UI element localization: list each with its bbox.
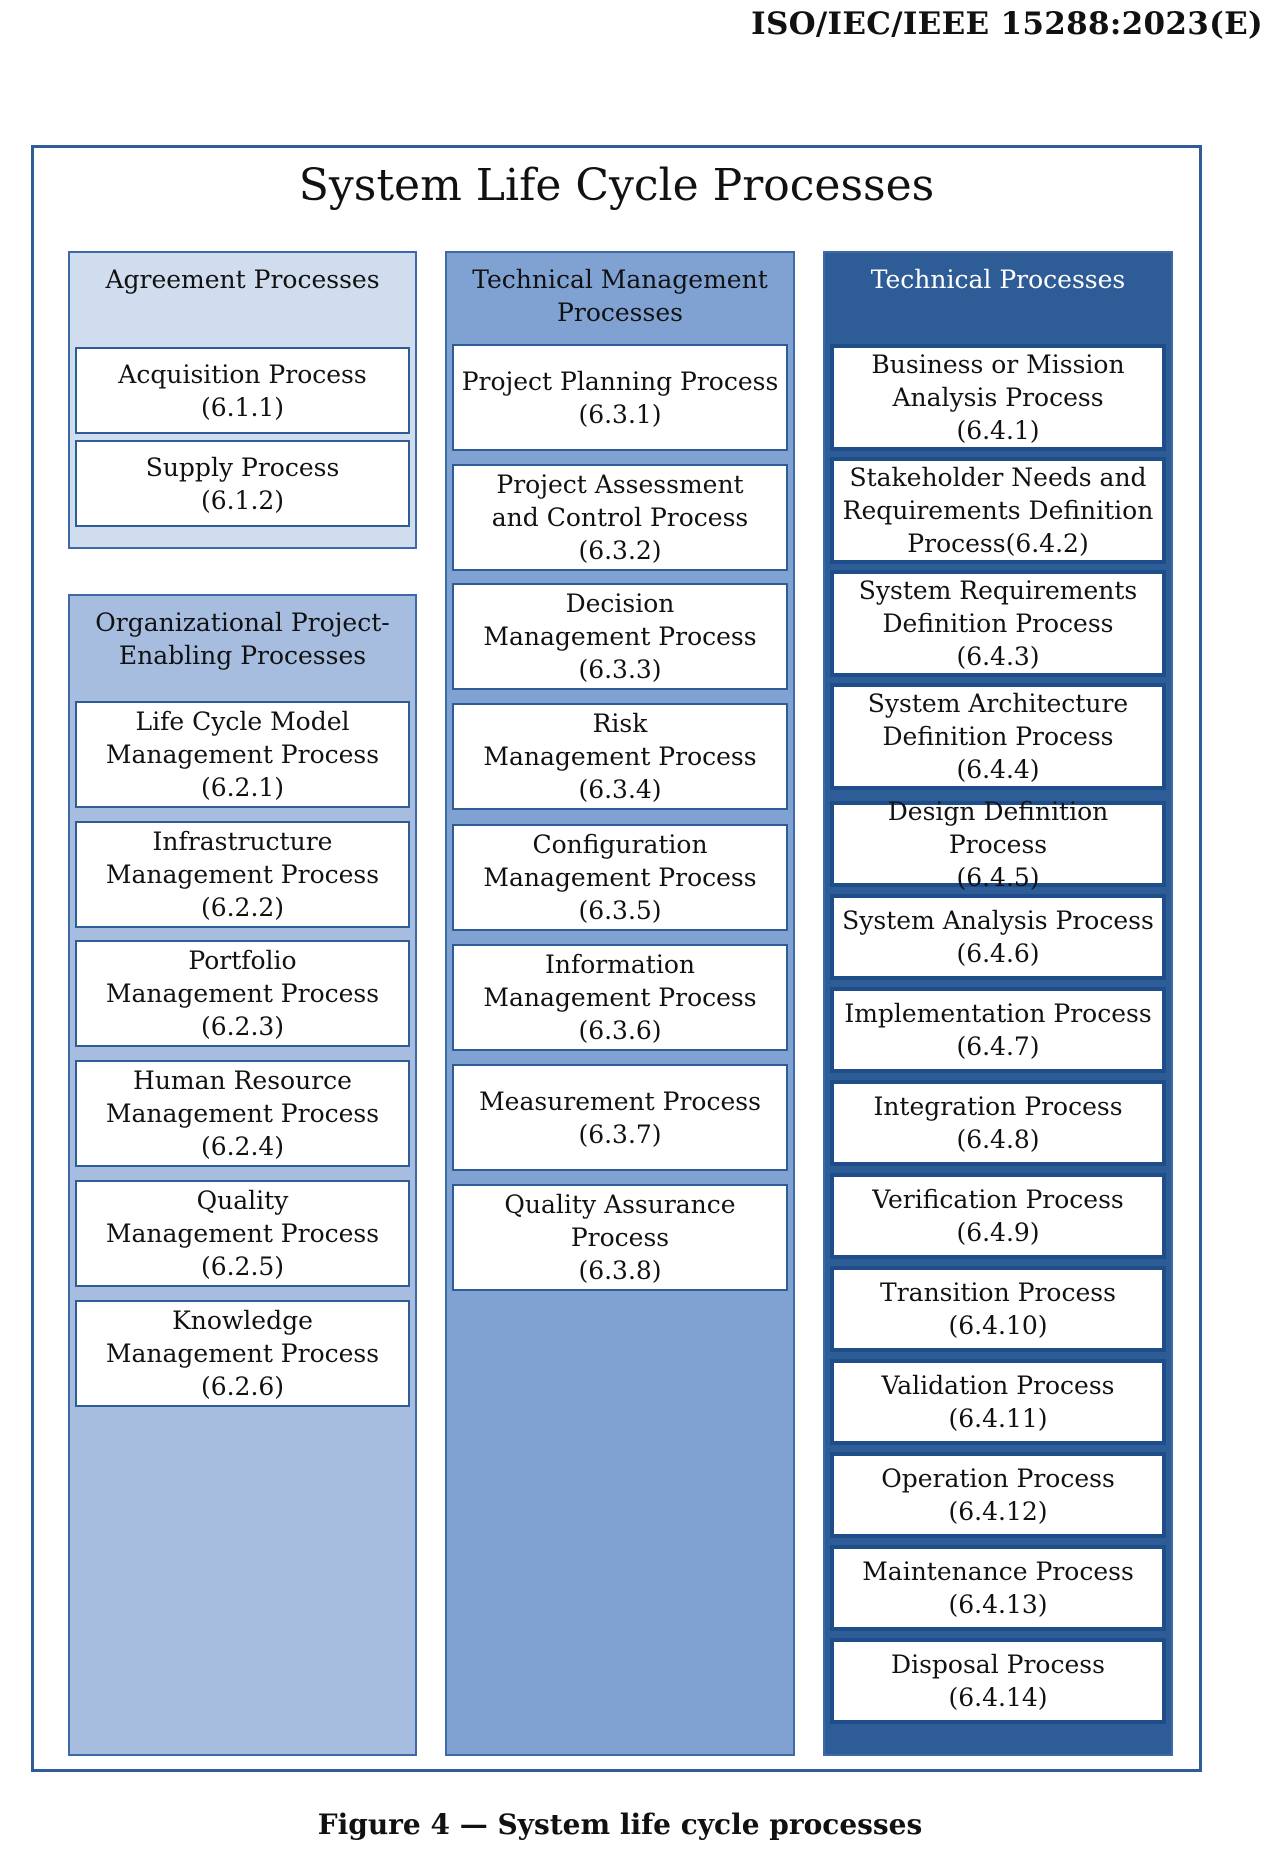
process-box [452, 1064, 788, 1171]
process-id: (6.4.7) [956, 1032, 1040, 1061]
figure-caption: Figure 4 — System life cycle processes [317, 1808, 923, 1841]
process-name-line: Management Process [105, 1219, 380, 1248]
process-name-line: Measurement Process [479, 1086, 761, 1116]
process-box [75, 1180, 410, 1287]
process-name-line: Risk [592, 709, 648, 738]
process-id: (6.4.9) [956, 1218, 1040, 1247]
process-box [830, 1080, 1166, 1166]
process-name-line: Infrastructure [152, 827, 333, 856]
process-name-line: Project Assessment [496, 470, 744, 499]
process-box [830, 1266, 1166, 1352]
process-id: (6.3.4) [578, 775, 662, 804]
process-box [452, 464, 788, 571]
process-name-line: Decision [565, 589, 675, 618]
process-name-line: Management Process [483, 863, 757, 892]
process-name-line: Maintenance Process [862, 1557, 1134, 1586]
process-id: (6.2.2) [200, 893, 285, 922]
process-id: (6.3.5) [578, 896, 662, 925]
process-box [830, 796, 1166, 892]
process-id: (6.4.3) [956, 642, 1040, 671]
process-box [830, 1452, 1166, 1538]
process-name-line: Human Resource [133, 1066, 352, 1095]
process-name-line: Integration Process [873, 1092, 1123, 1121]
process-box [75, 347, 410, 434]
process-id: (6.2.6) [200, 1372, 285, 1401]
process-name-line: Supply Process [145, 452, 340, 482]
technical-management-title [447, 263, 793, 329]
process-id: (6.1.2) [200, 485, 285, 515]
process-id: (6.2.5) [200, 1252, 285, 1281]
group-title-line: Technical Processes [870, 265, 1126, 294]
process-name-line: Configuration [532, 830, 708, 859]
standard-identifier: ISO/IEC/IEEE 15288:2023(E) [751, 6, 1263, 42]
process-name-line: Disposal Process [891, 1650, 1105, 1679]
agreement-processes-title [70, 263, 415, 296]
process-box [830, 344, 1166, 451]
process-box [830, 683, 1166, 790]
process-name-line: Management Process [483, 742, 757, 771]
process-name-line: Project Planning Process [461, 366, 779, 396]
process-name-line: Stakeholder Needs and [849, 463, 1147, 492]
process-name-line: System Analysis Process [842, 906, 1154, 935]
process-box [830, 1545, 1166, 1631]
process-box [452, 1184, 788, 1291]
process-id: (6.3.1) [578, 399, 662, 429]
process-name-line: Management Process [483, 983, 757, 1012]
process-name-line: and Control Process [491, 503, 749, 532]
process-name-line: Implementation Process [844, 999, 1152, 1028]
process-id: (6.3.6) [578, 1016, 662, 1045]
process-box [452, 824, 788, 931]
process-name-line: Transition Process [880, 1278, 1116, 1307]
process-name-line: Definition Process [882, 609, 1114, 638]
process-id: (6.3.3) [578, 655, 662, 684]
process-id: (6.3.2) [578, 536, 662, 565]
process-box [75, 440, 410, 527]
process-id: (6.4.14) [948, 1683, 1048, 1712]
process-id: (6.2.3) [200, 1012, 285, 1041]
process-name-line: Management Process [105, 860, 380, 889]
process-name-line: Portfolio [188, 946, 297, 975]
process-id: (6.3.7) [578, 1119, 662, 1149]
technical-management-group [445, 251, 795, 1756]
agreement-processes-group [68, 251, 417, 549]
process-name-line: Definition Process [882, 722, 1114, 751]
process-box [830, 1359, 1166, 1445]
process-box [452, 344, 788, 451]
process-box [75, 821, 410, 928]
diagram-title: System Life Cycle Processes [298, 160, 935, 211]
process-name-line: Information [544, 950, 696, 979]
process-name-line: Knowledge [172, 1306, 313, 1335]
process-id: (6.4.10) [948, 1311, 1048, 1340]
technical-processes-group [823, 251, 1173, 1756]
group-title-line: Agreement Processes [105, 265, 380, 294]
process-box [830, 570, 1166, 677]
group-title-line: Enabling Processes [118, 641, 367, 670]
process-name-line: Management Process [105, 1339, 380, 1368]
process-name-line: Management Process [483, 622, 757, 651]
process-id: (6.2.4) [200, 1132, 285, 1161]
process-id: (6.4.13) [948, 1590, 1048, 1619]
process-box [75, 940, 410, 1047]
process-box [452, 703, 788, 810]
process-id: (6.4.4) [956, 755, 1040, 784]
process-name-line: Life Cycle Model [135, 707, 350, 736]
process-name-line: Quality [196, 1186, 289, 1215]
process-box [75, 1060, 410, 1167]
process-box [830, 1638, 1166, 1724]
process-name-line: Management Process [105, 740, 380, 769]
process-box [75, 701, 410, 808]
process-box [830, 1173, 1166, 1259]
process-name-line: Design Definition Process [887, 796, 1109, 859]
organizational-processes-title [70, 606, 415, 672]
process-name-line: Validation Process [881, 1371, 1115, 1400]
process-name-line: Management Process [105, 979, 380, 1008]
process-id: (6.4.12) [948, 1497, 1048, 1526]
process-id: Process(6.4.2) [907, 529, 1089, 558]
process-box [830, 457, 1166, 564]
process-name-line: System Architecture [867, 689, 1129, 718]
process-name-line: System Requirements [858, 576, 1138, 605]
process-id: (6.4.5) [956, 862, 1040, 892]
organizational-project-enabling-group [68, 594, 417, 1756]
process-name-line: Operation Process [881, 1464, 1115, 1493]
process-id: (6.3.8) [578, 1256, 662, 1285]
process-id: (6.2.1) [200, 773, 285, 802]
process-id: (6.4.11) [948, 1404, 1048, 1433]
process-box [830, 894, 1166, 980]
process-box [830, 987, 1166, 1073]
process-box [75, 1300, 410, 1407]
process-name-line: Verification Process [872, 1185, 1124, 1214]
process-name-line: Management Process [105, 1099, 380, 1128]
process-id: (6.4.6) [956, 939, 1040, 968]
process-name-line: Acquisition Process [118, 359, 367, 389]
process-id: (6.1.1) [200, 392, 285, 422]
group-title-line: Processes [557, 298, 683, 327]
group-title-line: Technical Management [472, 265, 768, 294]
process-name-line: Quality Assurance Process [504, 1190, 736, 1252]
process-id: (6.4.1) [956, 416, 1040, 445]
process-id: (6.4.8) [956, 1125, 1040, 1154]
group-title-line: Organizational Project- [95, 608, 390, 637]
technical-processes-title [825, 263, 1171, 296]
process-name-line: Analysis Process [892, 383, 1104, 412]
process-name-line: Business or Mission [871, 350, 1125, 379]
process-box [452, 944, 788, 1051]
process-box [452, 583, 788, 690]
process-name-line: Requirements Definition [842, 496, 1154, 525]
